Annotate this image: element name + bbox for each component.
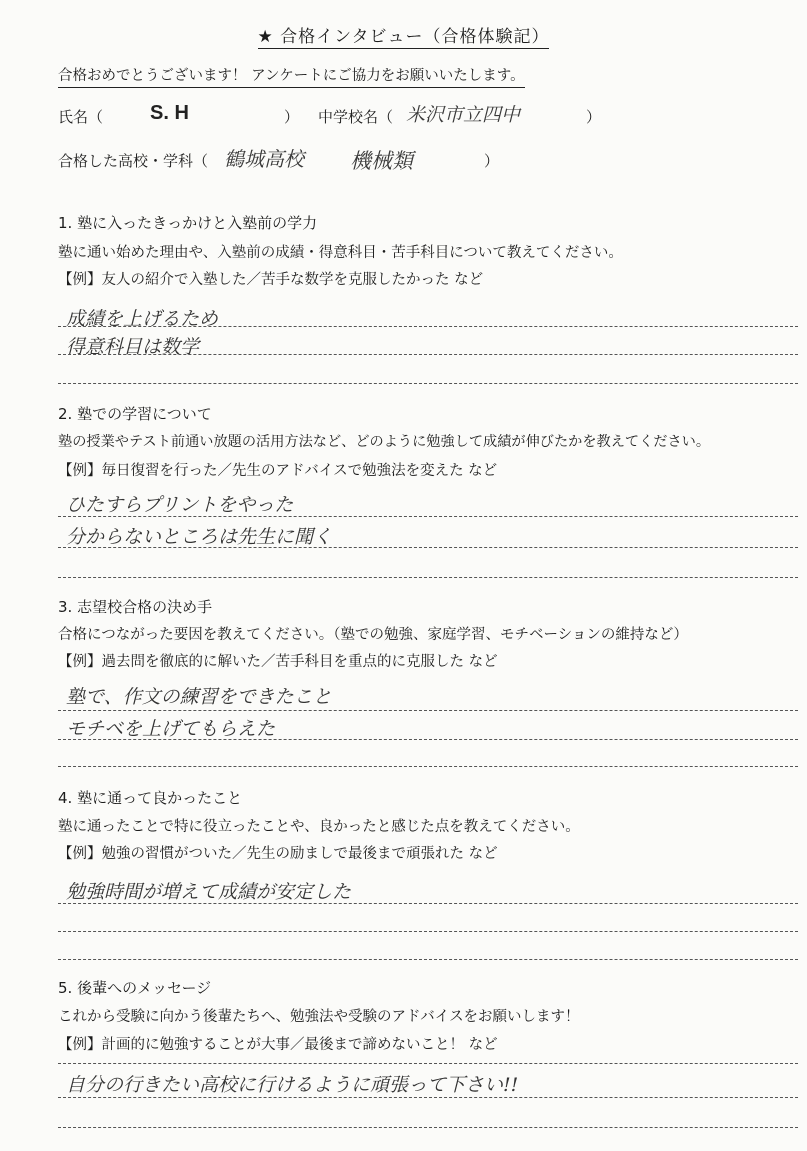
answer-rule xyxy=(58,959,798,960)
answer-rule xyxy=(58,1063,798,1064)
school-close: ） xyxy=(586,108,602,126)
answer-rule xyxy=(58,710,798,711)
answer-rule xyxy=(58,931,798,932)
name-close: ） xyxy=(284,108,300,126)
highschool-value: 鶴城高校 xyxy=(224,147,304,171)
section-description: これから受験に向かう後輩たちへ、勉強法や受験のアドバイスをお願いします！ xyxy=(58,1009,580,1025)
section-description: 合格につながった要因を教えてください。（塾での勉強、家庭学習、モチベーションの維持など） xyxy=(58,627,688,643)
section-description: 塾に通い始めた理由や、入塾前の成績・得意科目・苦手科目について教えてください。 xyxy=(58,245,623,261)
name-value: S. H xyxy=(150,102,189,124)
answer-rule xyxy=(58,383,798,384)
section-heading: 2. 塾での学習について xyxy=(58,405,212,423)
name-label: 氏名（ xyxy=(58,108,104,126)
section-example: 【例】勉強の習慣がついた／先生の励ましで最後まで頑張れた など xyxy=(58,846,498,862)
answer-line: 得意科目は数学 xyxy=(66,336,200,358)
answer-rule xyxy=(58,516,798,517)
intro-text: 合格おめでとうございます！ アンケートにご協力をお願いいたします。 xyxy=(58,64,525,88)
answer-line: 勉強時間が増えて成績が安定した xyxy=(66,881,352,903)
section-heading: 1. 塾に入ったきっかけと入塾前の学力 xyxy=(58,214,318,232)
answer-line: モチベを上げてもらえた xyxy=(66,718,276,740)
answer-rule xyxy=(58,739,798,740)
answer-rule xyxy=(58,1127,798,1128)
answer-rule xyxy=(58,766,798,767)
section-example: 【例】毎日復習を行った／先生のアドバイスで勉強法を変えた など xyxy=(58,463,498,479)
department-value: 機械類 xyxy=(350,149,413,173)
answer-rule xyxy=(58,1097,798,1098)
answer-rule xyxy=(58,326,798,327)
answer-rule xyxy=(58,354,798,355)
section-example: 【例】計画的に勉強することが大事／最後まで諦めないこと！ など xyxy=(58,1037,498,1053)
school-value: 米沢市立四中 xyxy=(406,104,521,126)
section-description: 塾の授業やテスト前通い放題の活用方法など、どのように勉強して成績が伸びたかを教えてください。 xyxy=(58,434,711,450)
section-heading: 4. 塾に通って良かったこと xyxy=(58,789,243,807)
highschool-close: ） xyxy=(484,152,500,170)
section-example: 【例】友人の紹介で入塾した／苦手な数学を克服したかった など xyxy=(58,272,484,288)
answer-line: 成績を上げるため xyxy=(66,308,219,330)
answer-rule xyxy=(58,577,798,578)
answer-line: 塾で、作文の練習をできたこと xyxy=(66,686,332,708)
section-heading: 5. 後輩へのメッセージ xyxy=(58,979,212,997)
answer-line: ひたすらプリントをやった xyxy=(66,494,294,516)
form-title-text: ★ 合格インタビュー（合格体験記） xyxy=(257,27,550,47)
section-description: 塾に通ったことで特に役立ったことや、良かったと感じた点を教えてください。 xyxy=(58,819,580,835)
section-example: 【例】過去問を徹底的に解いた／苦手科目を重点的に克服した など xyxy=(58,654,498,670)
highschool-label: 合格した高校・学科（ xyxy=(58,152,209,170)
answer-rule xyxy=(58,903,798,904)
form-title xyxy=(0,22,807,47)
section-heading: 3. 志望校合格の決め手 xyxy=(58,598,213,616)
answer-rule xyxy=(58,547,798,548)
answer-line: 分からないところは先生に聞く xyxy=(66,526,333,548)
school-label: 中学校名（ xyxy=(318,108,394,126)
answer-line: 自分の行きたい高校に行けるように頑張って下さい!! xyxy=(66,1074,519,1096)
